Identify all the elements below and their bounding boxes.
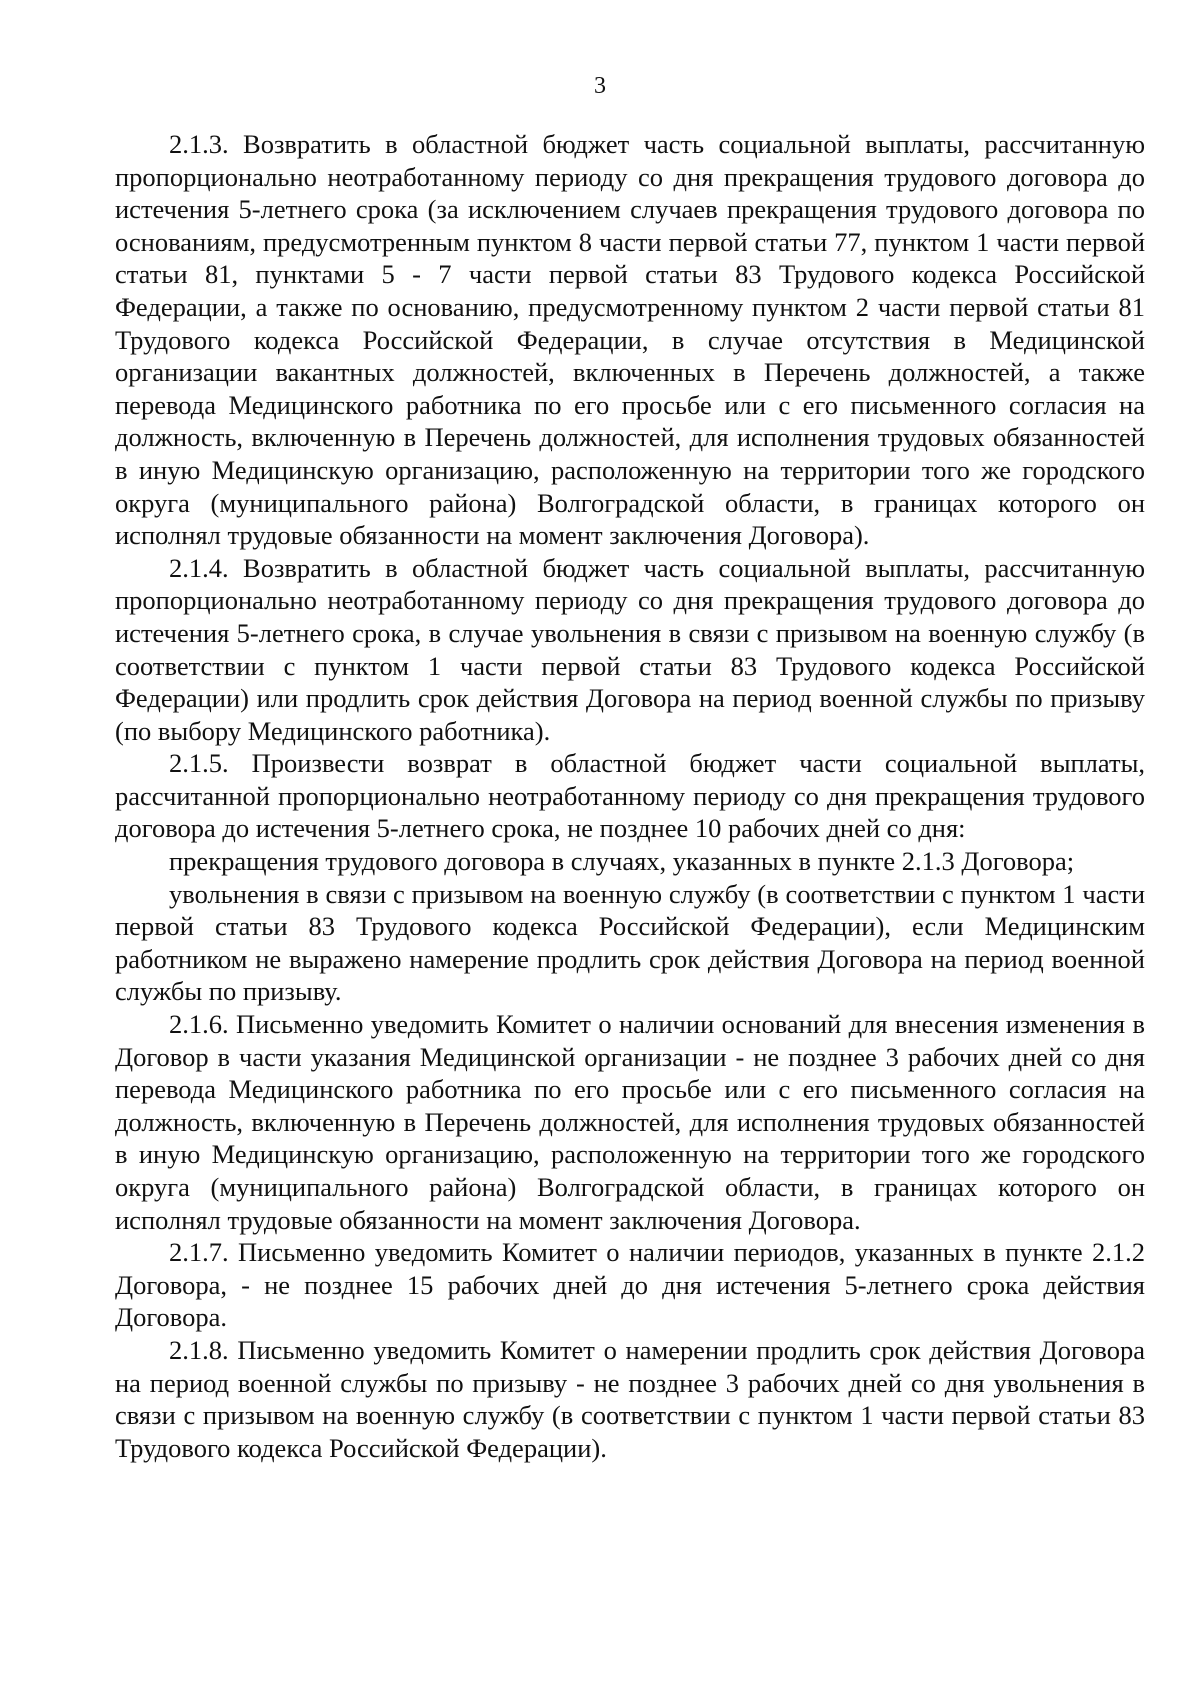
document-body [115,128,1145,1464]
paragraph-2-1-7: 2.1.7. Письменно уведомить Комитет о наличии периодов, указанных в пункте 2.1.2 Договора, - не позднее 15 рабочих дней до дня истечения 5-летнего срока действия Договора. [115,1237,1145,1333]
paragraph-2-1-5: 2.1.5. Произвести возврат в областной бюджет части социальной выплаты, рассчитанной пропорционально неотработанному периоду со дня прекращения трудового договора до истечения 5-летнего срока, не позднее 10 рабочих дней со дня: [115,748,1145,844]
paragraph-2-1-5-case-2: увольнения в связи с призывом на военную службу (в соответствии с пунктом 1 части первой статьи 83 Трудового кодекса Российской Федерации), если Медицинским работником не выражено намерение продлить срок действия Договора на период военной службы по призыву. [115,878,1145,1007]
paragraph-2-1-5-case-1: прекращения трудового договора в случаях, указанных в пункте 2.1.3 Договора; [169,846,1075,877]
page-number: 3 [594,73,606,99]
paragraph-2-1-4: 2.1.4. Возвратить в областной бюджет часть социальной выплаты, рассчитанную пропорционально неотработанному периоду со дня прекращения трудового договора до истечения 5-летнего срока, в случае увольнения в связи с призывом на военную службу (в соответствии с пунктом 1 части первой статьи 83 Трудового кодекса Российской Федерации) или продлить срок действия Договора на период военной службы по призыву (по выбору Медицинского работника). [115,552,1145,746]
paragraph-2-1-3: 2.1.3. Возвратить в областной бюджет часть социальной выплаты, рассчитанную пропорционально неотработанному периоду со дня прекращения трудового договора до истечения 5-летнего срока (за исключением случаев прекращения трудового договора по основаниям, предусмотренным пунктом 8 части первой статьи 77, пунктом 1 части первой статьи 81, пунктами 5 - 7 части первой статьи 83 Трудового кодекса Российской Федерации, а также по основанию, предусмотренному пунктом 2 части первой статьи 81 Трудового кодекса Российской Федерации, в случае отсутствия в Медицинской организации вакантных должностей, включенных в Перечень должностей, а также перевода Медицинского работника по его просьбе или с его письменного согласия на должность, включенную в Перечень должностей, для исполнения трудовых обязанностей в иную Медицинскую организацию, расположенную на территории того же городского округа (муниципального района) Волгоградской области, в границах которого он исполнял трудовые обязанности на момент заключения Договора). [115,129,1145,551]
paragraph-2-1-8: 2.1.8. Письменно уведомить Комитет о намерении продлить срок действия Договора на период военной службы по призыву - не позднее 3 рабочих дней со дня увольнения в связи с призывом на военную службу (в соответствии с пунктом 1 части первой статьи 83 Трудового кодекса Российской Федерации). [115,1334,1145,1463]
paragraph-2-1-6: 2.1.6. Письменно уведомить Комитет о наличии оснований для внесения изменения в Договор в части указания Медицинской организации - не позднее 3 рабочих дней со дня перевода Медицинского работника по его просьбе или с его письменного согласия на должность, включенную в Перечень должностей, для исполнения трудовых обязанностей в иную Медицинскую организацию, расположенную на территории того же городского округа (муниципального района) Волгоградской области, в границах которого он исполнял трудовые обязанности на момент заключения Договора. [115,1009,1145,1235]
